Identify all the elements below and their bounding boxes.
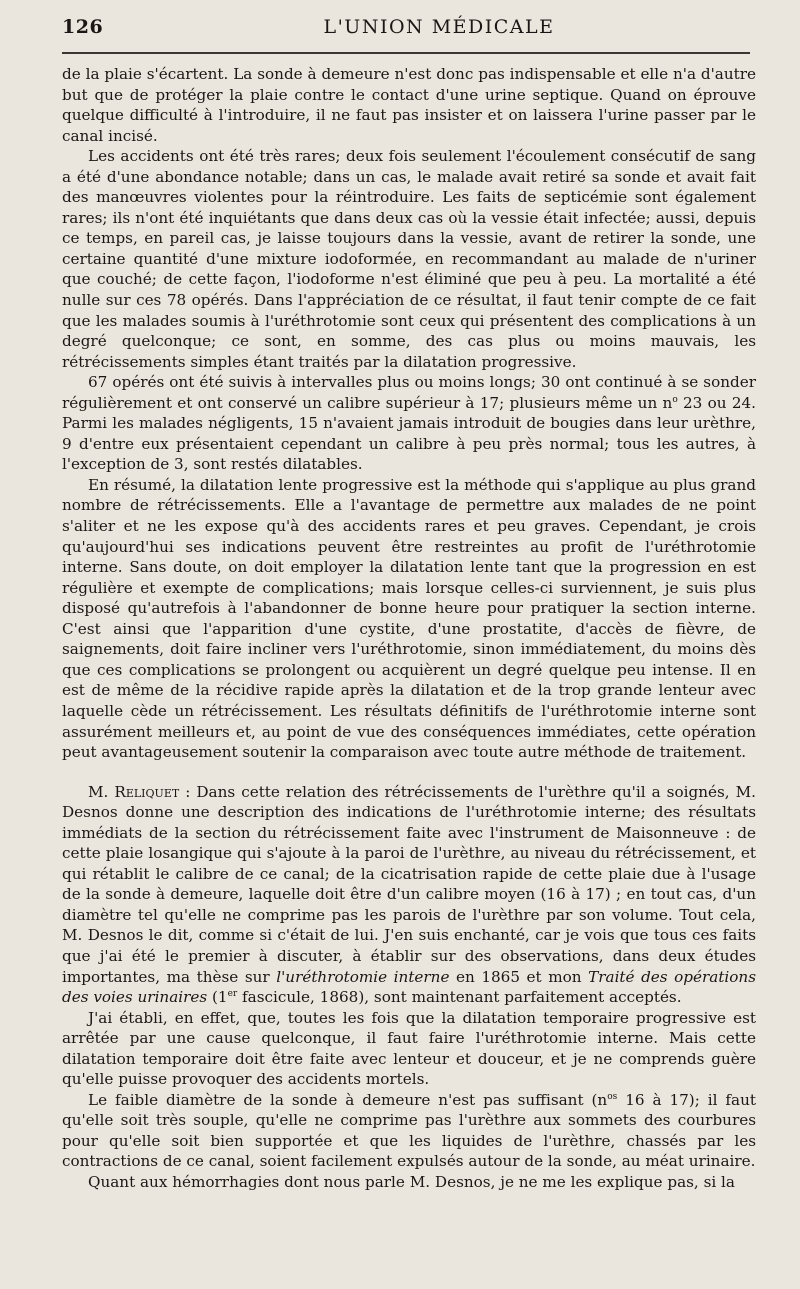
article-body (62, 64, 756, 1193)
text-segment: (1 (207, 988, 228, 1007)
paragraph-continuation: de la plaie s'écartent. La sonde à demeure n'est donc pas indispensable et elle n'a d'autre but que de protéger la plaie contre le contact d'une urine septique. Quand on éprouve quelque difficulté à l'introduire, il ne faut pas insister et on laissera l'urine passer par le canal incisé. (62, 65, 756, 145)
text-segment: 67 opérés ont été suivis à intervalles plus ou moins longs; 30 ont continué à se sonder régulièrement et ont conservé un calibre supérieur à 17; plusieurs même un n (62, 373, 756, 412)
paragraph-reliquet (62, 782, 756, 1008)
italic-title: Traité des opérations des voies urinaires (62, 967, 757, 1007)
running-title: L'UNION MÉDICALE (323, 16, 555, 38)
paragraph-sonde (62, 1090, 756, 1172)
speaker-name: M. Reliquet (88, 782, 180, 801)
page-number: 126 (62, 16, 104, 38)
italic-title: l'uréthrotomie interne (276, 967, 450, 986)
paragraph-accidents: Les accidents ont été très rares; deux fois seulement l'écoulement consécutif de sang a été d'une abondance notable; dans un cas, le malade avait retiré sa sonde et avait fait des manœuvres violentes pour la réintroduire. Les faits de septicémie sont également rares; ils n'ont été inquiétants que dans deux cas où la vessie était infectée; aussi, depuis ce temps, en pareil cas, je laisse toujours dans la vessie, avant de retirer la sonde, une certaine quantité d'une mixture iodoformée, en recommandant au malade de n'uriner que couché; de cette façon, l'iodoforme n'est éliminé que peu à peu. La mortalité a été nulle sur ces 78 opérés. Dans l'appréciation de ce résultat, il faut tenir compte de ce fait que les malades soumis à l'uréthrotomie sont ceux qui présentent des complications à un degré quelconque; ce sont, en somme, des cas plus ou moins mauvais, les rétrécissements simples étant traités par la dilatation progressive. (62, 147, 756, 371)
paragraph-hemorrhagies: Quant aux hémorrhagies dont nous parle M. Desnos, je ne me les explique pas, si la (88, 1172, 735, 1191)
header-rule (62, 52, 750, 54)
text-segment: 23 ou 24. Parmi les malades négligents, 15 n'avaient jamais introduit de bougies dans leur urèthre, 9 d'entre eux présentaient cependant un calibre à peu près normal; tous les autres, à l'exception de 3, sont restés dilatables. (62, 393, 757, 474)
superscript: o (672, 394, 678, 405)
text-segment: en 1865 et mon (449, 967, 589, 986)
paragraph-summary: En résumé, la dilatation lente progressive est la méthode qui s'applique au plus grand nombre de rétrécissements. Elle a l'avantage de permettre aux malades de ne point s'aliter et ne les expose qu'à des accidents rares et peu graves. Cependant, je crois qu'aujourd'hui ses indications peuvent être restreintes au profit de l'uréthrotomie interne. Sans doute, on doit employer la dilatation lente tant que la progression en est régulière et exempte de complications; mais lorsque celles-ci surviennent, je suis plus disposé qu'autrefois à l'abandonner de bonne heure pour pratiquer la section interne. C'est ainsi que l'apparition d'une cystite, d'une prostatite, d'accès de fièvre, de saignements, doit faire incliner vers l'uréthrotomie, sinon immédiatement, du moins dès que ces complications se prolongent ou acquièrent un degré quelque peu intense. Il en est de même de la récidive rapide après la dilatation et de la trop grande lenteur avec laquelle cède un rétrécissement. Les résultats définitifs de l'uréthrotomie interne sont assurément meilleurs et, au point de vue des conséquences immédiates, cette opération peut avantageusement soutenir la comparaison avec toute autre méthode de traitement. (62, 475, 756, 762)
paragraph-dilatation: J'ai établi, en effet, que, toutes les fois que la dilatation temporaire progressive est arrêtée par une cause quelconque, il faut faire l'uréthrotomie interne. Mais cette dilatation temporaire doit être faite avec lenteur et douceur, et je ne comprends guère qu'elle puisse provoquer des accidents mortels. (62, 1008, 756, 1089)
text-segment: fascicule, 1868), sont maintenant parfaitement acceptés. (237, 988, 682, 1007)
superscript: os (607, 1091, 618, 1102)
page-header (62, 14, 756, 40)
superscript: er (227, 989, 238, 999)
paragraph-follow-up (62, 372, 756, 475)
text-segment: : Dans cette relation des rétrécissements de l'urèthre qu'il a soignés, M. Desnos donne une description des indications de l'uréthrotomie interne; des résultats immédiats de la section du rétrécissement faite avec l'instrument de Maisonneuve : de cette plaie losangique qui s'ajoute à la paroi de l'urèthre, au niveau du rétrécissement, et qui rétablit le calibre de ce canal; de la cicatrisation rapide de cette plaie due à l'usage de la sonde à demeure, laquelle doit être d'un calibre moyen (16 à 17) ; en tout cas, d'un diamètre tel qu'elle ne comprime pas les parois de l'urèthre par son volume. Tout cela, M. Desnos le dit, comme si c'était de lui. J'en suis enchanté, car je vois que tous ces faits que j'ai été le premier à discuter, à établir sur des observations, dans deux études importantes, ma thèse sur (62, 782, 756, 986)
text-segment: Le faible diamètre de la sonde à demeure n'est pas suffisant (n (88, 1090, 608, 1109)
section-separator (62, 763, 756, 782)
text-segment: 16 à 17); il faut qu'elle soit très souple, qu'elle ne comprime pas l'urèthre aux sommets des courbures pour qu'elle soit bien supportée et que les liquides de l'urèthre, chassés par les contractions de ce canal, soient facilement expulsés autour de la sonde, au méat urinaire. (62, 1090, 756, 1171)
